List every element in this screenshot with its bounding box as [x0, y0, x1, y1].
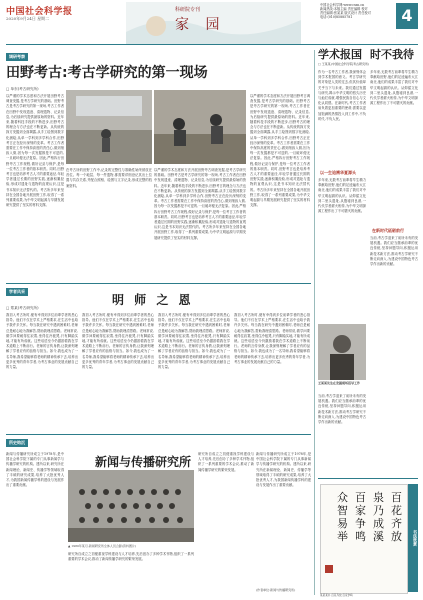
header-info-line: 责任编辑:张某某 版式设计 责任校对 — [320, 11, 371, 15]
section-title: 家 园 — [175, 17, 226, 33]
study-body-col3: 多年来,无数考古前辈将毕生精力奉献给田野,他们的足迹遍布大江南北,他们的成果丰富了我们对中华文明起源的认识。从仰韶文化到二里头遗址,从殷墟到良渚,一代代学者薪火相传,为中华文明探源工程作出了不可磨灭的贡献。 — [318, 178, 366, 214]
section-label: 科研院专刊 — [175, 7, 201, 13]
study-subhead: 在新时代砥砺前行 — [372, 228, 404, 233]
section-rule — [6, 434, 311, 435]
section-tag: 所史钩沉 — [6, 439, 28, 447]
calligraphy-column: 百家争鸣 — [355, 491, 366, 543]
study-body: 作为一名考古工作者,我深刻体会到学术报国的意义。考古学研究的对象是人类的过去,但其价值却关乎当下与未来。我们通过发掘与研究,揭示中华文明的悠久历史与灿烂成就,增强民族自信心与文化认同感。在新时代,考古工作者肩负着更加重要的使命,需要以更加饱满的热情投入到工作中,不负时代,不负人民。 — [318, 70, 366, 121]
excavation-photo — [66, 90, 152, 164]
group-photo-caption: ▲ 1980年某月,新闻研究所全体人员合影(资料图片) — [68, 544, 137, 548]
article-body-col4: 以严谨的学术态度和方法开展田野考古调查发掘,是考古学研究的基础。田野考古是考古学研究的第一现场,考古工作者在田野中发现遗迹、清理遗物、记录信息,为后续研究提供最原始的资料。近年来,随着科技手段的不断进步,田野考古的理念与方法也在不断更新。从传统的探方发掘到全面揭露,从手工绘图到数字化测绘,从单一学科到多学科合作,田野考古正在经历深刻的变革。考古工作者需要在工作中保持高度的责任心,做到细致入微,因为每一次发掘都是不可逆的,一旦破坏便无法复原。因此,严格执行田野考古工作规程,做好记录与保护,是每一位考古工作者的基本职责。同时,田野考古也是培养考古人才的重要途径,年轻学者通过长期的田野实践,逐渐积累经验,形成对遗址与遗物的直观认识,这是书本知识无法替代的。考古所多年来坚持在全国各地开展田野工作,取得了一系列重要成果,为中华文明起源与早期发展研究提供了坚实的材料支撑。 — [250, 94, 310, 208]
article-body: 以严谨的学术态度和方法开展田野考古调查发掘,是考古学研究的基础。田野考古是考古学研究的第一现场,考古工作者在田野中发现遗迹、清理遗物、记录信息,为后续研究提供最原始的资料。近年来,随着科技手段的不断进步,田野考古的理念与方法也在不断更新。从传统的探方发掘到全面揭露,从手工绘图到数字化测绘,从单一学科到多学科合作,田野考古正在经历深刻的变革。考古工作者需要在工作中保持高度的责任心,做到细致入微,因为每一次发掘都是不可逆的,一旦破坏便无法复原。因此,严格执行田野考古工作规程,做好记录与保护,是每一位考古工作者的基本职责。同时,田野考古也是培养考古人才的重要途径,年轻学者通过长期的田野实践,逐渐积累经验,形成对遗址与遗物的直观认识,这是书本知识无法替代的。考古所多年来坚持在全国各地开展田野工作,取得了一系列重要成果,为中华文明起源与早期发展研究提供了坚实的材料支撑。 — [6, 94, 64, 208]
article-title: 田野考古:考古学研究的第一现场 — [6, 65, 208, 81]
seal-stamp-icon — [325, 565, 333, 573]
section-tag: 学者风采 — [6, 288, 28, 296]
header-rule — [6, 44, 418, 45]
masters-body: 我初入考古所时,便有幸得到多位前辈学者的悉心指导。他们不仅在学术上严格要求,在生活中也给予我许多关怀。每当我在研究中遇到困难时,老师总是耐心地为我解答,帮助我理清思路。老师常说,做学问要耐得住寂寞,坐得住冷板凳,只有脚踏实地,才能有所成就。这些话语至今仍激励着我在学术道路上不断前行。老师的言传身教,让我深刻理解了学者应有的品格与担当。如今,我也成为了一名导师,我希望能够将老师的精神传承下去,培养出更多优秀的青年学者,为考古事业的发展贡献自己的力量。 — [6, 313, 78, 370]
study-title-left: 学术报国 — [318, 48, 362, 61]
masters-title: 明 师 之 恩 — [112, 293, 194, 307]
institute-body-col2: 研究所自成立之初便重视学科建设与人才培养,先后创办了多种学术刊物,组织了一系列重要的学术会议,推动了新闻传播学研究的繁荣发展。 — [198, 452, 254, 472]
study-subhead: 以一生追溯华夏源头 — [320, 170, 356, 175]
institute-body-col4: 研究所自成立之初便重视学科建设与人才培养,先后创办了多种学术刊物,组织了一系列重要的学术会议,推动了新闻传播学研究的繁荣发展。 — [68, 552, 194, 562]
study-body-col5: 当前,考古学迎来了前所未有的发展机遇。我们应当继承前辈的优良传统,坚持问题导向,积极运用新技术新方法,推动考古学研究不断走向深入,为建设中国特色考古学作出新的贡献。 — [318, 394, 366, 425]
section-tag: 调研考察 — [6, 53, 28, 61]
masters-body-col4: 我初入考古所时,便有幸得到多位前辈学者的悉心指导。他们不仅在学术上严格要求,在生活中也给予我许多关怀。每当我在研究中遇到困难时,老师总是耐心地为我解答,帮助我理清思路。老师常说,做学问要耐得住寂寞,坐得住冷板凳,只有脚踏实地,才能有所成就。这些话语至今仍激励着我在学术道路上不断前行。老师的言传身教,让我深刻理解了学者应有的品格与担当。如今,我也成为了一名导师,我希望能够将老师的精神传承下去,培养出更多优秀的青年学者,为考古事业的发展贡献自己的力量。 — [234, 313, 310, 364]
study-body-col4: 当前,考古学迎来了前所未有的发展机遇。我们应当继承前辈的优良传统,坚持问题导向,积极运用新技术新方法,推动考古学研究不断走向深入,为建设中国特色考古学作出新的贡献。 — [370, 236, 418, 267]
calligraphy-column: 百花齐放 — [391, 491, 402, 543]
calligraphy-column: 泉乃成溪 — [373, 491, 384, 543]
calligraphy-panel — [320, 484, 408, 594]
institute-body: 新闻与传播研究所成立于1978年,是中国社会科学院下属的专门从事新闻学与传播学研究的机构。建所以来,研究所在新闻理论、新闻史、传播学等领域取得了丰硕的研究成果,培养了大批优秀人才,为我国新闻传播学科的建设与发展作出了重要贡献。 — [6, 452, 64, 488]
header-info-line: 新闻热线:本版主编 责任编辑 校对 — [320, 7, 368, 11]
article-body-col3: 以严谨的学术态度和方法开展田野考古调查发掘,是考古学研究的基础。田野考古是考古学研究的第一现场,考古工作者在田野中发现遗迹、清理遗物、记录信息,为后续研究提供最原始的资料。近年来,随着科技手段的不断进步,田野考古的理念与方法也在不断更新。从传统的探方发掘到全面揭露,从手工绘图到数字化测绘,从单一学科到多学科合作,田野考古正在经历深刻的变革。考古工作者需要在工作中保持高度的责任心,做到细致入微,因为每一次发掘都是不可逆的,一旦破坏便无法复原。因此,严格执行田野考古工作规程,做好记录与保护,是每一位考古工作者的基本职责。同时,田野考古也是培养考古人才的重要途径,年轻学者通过长期的田野实践,逐渐积累经验,形成对遗址与遗物的直观认识,这是书本知识无法替代的。考古所多年来坚持在全国各地开展田野工作,取得了一系列重要成果,为中华文明起源与早期发展研究提供了坚实的材料支撑。 — [154, 168, 246, 240]
header-info-line: 电话:(010)85885781 — [320, 15, 353, 19]
group-photo — [68, 470, 194, 542]
portrait-photo — [318, 324, 366, 380]
header-info-line: 中国社会科学网:www.cssn.cn — [320, 3, 365, 7]
institute-body-col3: 新闻与传播研究所成立于1978年,是中国社会科学院下属的专门从事新闻学与传播学研究的机构。建所以来,研究所在新闻理论、新闻史、传播学等领域取得了丰硕的研究成果,培养了大批优秀人才,为我国新闻传播学科的建设与发展作出了重要贡献。 — [256, 452, 311, 488]
institute-title: 新闻与传播研究所 — [95, 455, 192, 469]
artifact-photo — [154, 90, 246, 164]
calligraphy-caption: 某某某书 百花齐放 百家争鸣 — [320, 594, 353, 597]
study-title-right: 时不我待 — [370, 48, 414, 61]
article-author: □ 单东(考古研究所) — [6, 87, 39, 91]
issue-date: 2020年9月24日 星期二 — [6, 16, 50, 21]
masters-body-col2: 我初入考古所时,便有幸得到多位前辈学者的悉心指导。他们不仅在学术上严格要求,在生活中也给予我许多关怀。每当我在研究中遇到困难时,老师总是耐心地为我解答,帮助我理清思路。老师常说,做学问要耐得住寂寞,坐得住冷板凳,只有脚踏实地,才能有所成就。这些话语至今仍激励着我在学术道路上不断前行。老师的言传身教,让我深刻理解了学者应有的品格与担当。如今,我也成为了一名导师,我希望能够将老师的精神传承下去,培养出更多优秀的青年学者,为考古事业的发展贡献自己的力量。 — [82, 313, 154, 370]
section-rule — [318, 478, 418, 479]
calligraphy-tag: 书法欣赏 — [408, 484, 418, 592]
page-number: 4 — [396, 3, 418, 29]
section-rule — [6, 283, 311, 284]
masters-body-col3: 我初入考古所时,便有幸得到多位前辈学者的悉心指导。他们不仅在学术上严格要求,在生活中也给予我许多关怀。每当我在研究中遇到困难时,老师总是耐心地为我解答,帮助我理清思路。老师常说,做学问要耐得住寂寞,坐得住冷板凳,只有脚踏实地,才能有所成就。这些话语至今仍激励着我在学术道路上不断前行。老师的言传身教,让我深刻理解了学者应有的品格与担当。如今,我也成为了一名导师,我希望能够将老师的精神传承下去,培养出更多优秀的青年学者,为考古事业的发展贡献自己的力量。 — [158, 313, 230, 370]
portrait-caption: 王某某先生在发掘现场指导工作 — [318, 381, 361, 385]
study-body-col2: 多年来,无数考古前辈将毕生精力奉献给田野,他们的足迹遍布大江南北,他们的成果丰富了我们对中华文明起源的认识。从仰韶文化到二里头遗址,从殷墟到良渚,一代代学者薪火相传,为中华文明探源工程作出了不可磨灭的贡献。 — [370, 70, 418, 106]
masthead: 中国社会科学报 — [6, 7, 73, 17]
header-info — [320, 3, 398, 19]
masters-author: □ 郑某(考古研究所) — [6, 306, 39, 310]
calligraphy-column: 众智易举 — [337, 491, 348, 543]
study-author: □ 王某某(中国社会科学院考古研究所) — [318, 62, 370, 66]
institute-note: (作者单位:新闻与传播研究所) — [256, 588, 296, 592]
column-divider — [314, 50, 315, 595]
article-body-col2: 在考古所的田野工作中,记录的完整性与准确性始终被放在首位。每一个地层、每一件遗物,都需要详细登记其出土位置与共存关系,并配合照相、绘图与文字记录,形成完整的档案资料。 — [66, 168, 152, 188]
